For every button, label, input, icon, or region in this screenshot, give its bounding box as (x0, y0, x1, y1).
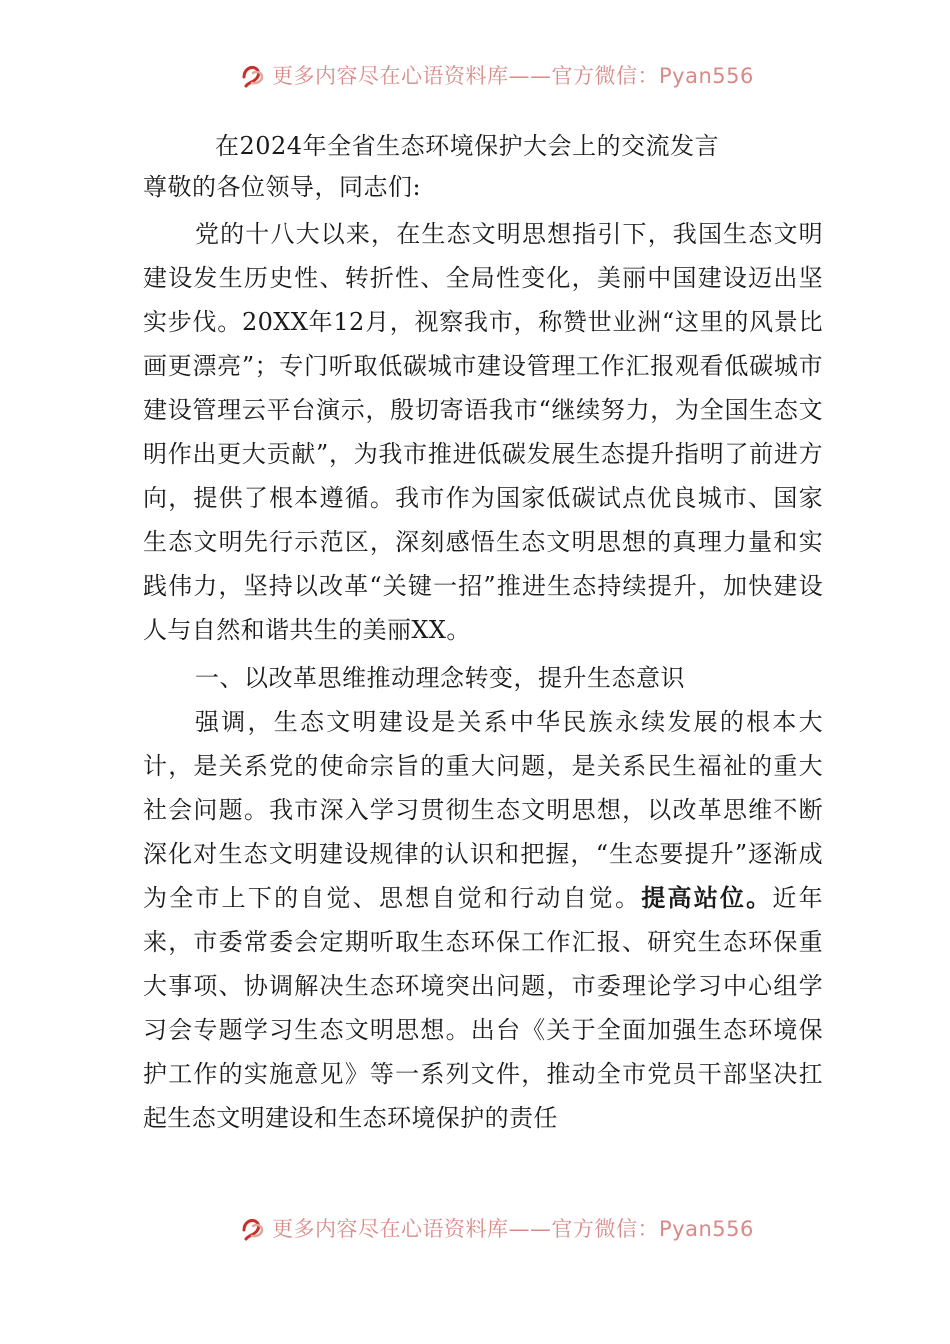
document-body (143, 124, 823, 1174)
logo-icon (240, 62, 266, 88)
logo-icon (240, 1215, 266, 1241)
document-title: 在2024年全省生态环境保护大会上的交流发言 (215, 132, 720, 160)
section-heading-1: 一、以改革思维推动理念转变，提升生态意识 (195, 664, 685, 692)
salutation: 尊敬的各位领导，同志们: (143, 173, 422, 201)
watermark-text: 更多内容尽在心语资料库——官方微信：Pyan556 (272, 1217, 754, 1241)
bold-lead-phrase: 提高站位。 (641, 883, 773, 912)
footer-watermark (0, 1205, 950, 1245)
paragraph-section-1 (143, 700, 823, 1140)
paragraph-text: 强调，生态文明建设是关系中华民族永续发展的根本大计，是关系党的使命宗旨的重大问题，是关系民生福祉的重大社会问题。我市深入学习贯彻生态文明思想，以改革思维不断深化对生态文明建设规律的认识和把握，“生态要提升”逐渐成为全市上下的自觉、思想自觉和行动自觉。 (143, 708, 823, 912)
watermark-text: 更多内容尽在心语资料库——官方微信：Pyan556 (272, 64, 754, 88)
paragraph-text-continued: 近年来，市委常委会定期听取生态环保工作汇报、研究生态环保重大事项、协调解决生态环境突出问题，市委理论学习中心组学习会专题学习生态文明思想。出台《关于全面加强生态环境保护工作的实施意见》等一系列文件，推动全市党员干部坚决扛起生态文明建设和生态环境保护的责任 (143, 884, 823, 1132)
header-watermark (0, 52, 950, 92)
paragraph-intro: 党的十八大以来，在生态文明思想指引下，我国生态文明建设发生历史性、转折性、全局性变化，美丽中国建设迈出坚实步伐。20XX年12月，视察我市，称赞世业洲“这里的风景比画更漂亮”；专门听取低碳城市建设管理工作汇报观看低碳城市建设管理云平台演示，殷切寄语我市“继续努力，为全国生态文明作出更大贡献”，为我市推进低碳发展生态提升指明了前进方向，提供了根本遵循。我市作为国家低碳试点优良城市、国家生态文明先行示范区，深刻感悟生态文明思想的真理力量和实践伟力，坚持以改革“关键一招”推进生态持续提升，加快建设人与自然和谐共生的美丽XX。 (143, 220, 823, 644)
